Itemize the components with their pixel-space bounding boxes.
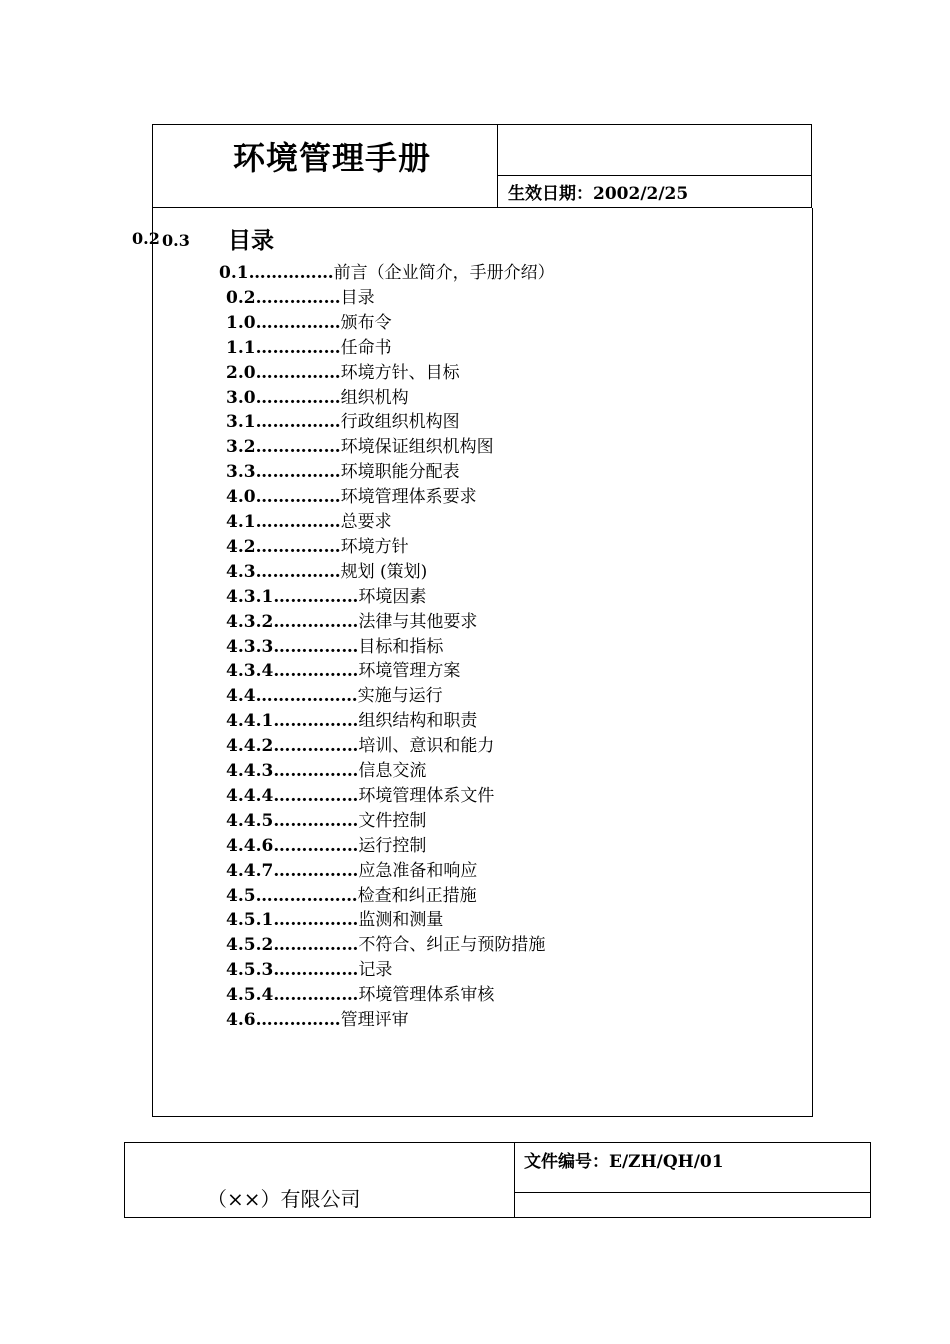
toc-entry-leader: …………… [255, 462, 341, 483]
toc-entry-leader: …………… [255, 412, 341, 433]
toc-entry-leader: ……………… [255, 885, 358, 906]
toc-entry[interactable] [226, 562, 427, 582]
toc-entry-leader: ……………… [255, 686, 358, 707]
toc-entry-leader: …………… [273, 910, 359, 931]
toc-entry-number: 0.2 [226, 287, 256, 308]
toc-entry-number: 4.4.4 [226, 785, 274, 806]
document-footer [124, 1142, 871, 1218]
toc-entry[interactable] [226, 985, 494, 1005]
toc-entry-title: 目标和指标 [358, 636, 444, 657]
toc-entry-title: 实施与运行 [357, 686, 443, 707]
toc-entry-leader: …………… [248, 263, 334, 283]
toc-entry-leader: …………… [255, 1010, 341, 1030]
toc-entry-title: 组织结构和职责 [358, 711, 478, 732]
toc-entry-number: 4.4.3 [226, 761, 274, 781]
toc-entry-number: 4.4.6 [226, 835, 274, 856]
toc-entry-leader: …………… [273, 860, 359, 881]
toc-entry-leader: …………… [273, 960, 359, 981]
toc-entry-title: 颁布令 [340, 312, 392, 333]
toc-entry-number: 4.4.7 [226, 860, 274, 881]
toc-entry-number: 4.3.2 [226, 611, 274, 632]
header-blank-cell [498, 125, 811, 176]
toc-entry[interactable] [226, 960, 392, 980]
toc-entry-title: 运行控制 [358, 835, 427, 856]
toc-entry-number: 4.4.2 [226, 736, 274, 757]
footer-docno-cell [515, 1143, 870, 1193]
toc-entry-title: 环境管理方案 [358, 661, 461, 682]
toc-entry-title: 环境管理体系要求 [340, 487, 477, 508]
toc-entry-number: 1.0 [226, 312, 256, 333]
toc-entry-number: 3.1 [226, 412, 256, 433]
toc-entry-number: 1.1 [226, 337, 256, 358]
toc-entry-leader: …………… [255, 337, 341, 358]
document-number: 文件编号：E/ZH/QH/01 [524, 1152, 724, 1172]
toc-entry-title: 法律与其他要求 [358, 611, 478, 632]
toc-entry-title: 行政组织机构图 [340, 412, 460, 433]
toc-entry-leader: …………… [255, 312, 341, 333]
toc-entry[interactable] [226, 711, 477, 731]
toc-entry-title: 任命书 [340, 337, 392, 358]
toc-entry[interactable] [226, 313, 392, 333]
toc-entry-number: 4.3.4 [226, 661, 274, 682]
toc-entry-leader: …………… [255, 487, 341, 508]
toc-entry-title: 监测和测量 [358, 910, 444, 931]
toc-entry-number: 4.4 [226, 686, 256, 707]
effective-date: 生效日期：2002/2/25 [508, 184, 689, 204]
toc-entry-leader: …………… [273, 761, 359, 781]
toc-entry[interactable] [226, 512, 392, 532]
toc-entry-title: 记录 [358, 960, 393, 981]
toc-entry-title: 信息交流 [358, 761, 427, 781]
toc-entry-title: 前言（企业简介，手册介绍） [333, 263, 555, 283]
document-header [152, 124, 812, 208]
toc-entry-number: 2.0 [226, 362, 256, 383]
toc-entry-leader: …………… [255, 536, 341, 557]
toc-entry-number: 4.1 [226, 512, 256, 532]
toc-entry-title: 管理评审 [340, 1010, 409, 1030]
toc-entry[interactable] [226, 612, 477, 632]
toc-entry-leader: …………… [273, 835, 359, 856]
toc-entry-number: 4.5.2 [226, 935, 274, 956]
toc-entry[interactable] [219, 263, 555, 283]
toc-entry[interactable] [226, 836, 426, 856]
toc-entry[interactable] [226, 811, 426, 831]
toc-entry-leader: …………… [273, 785, 359, 806]
document-title: 环境管理手册 [233, 139, 432, 177]
toc-entry[interactable] [226, 661, 460, 681]
toc-entry-title: 环境方针、目标 [340, 362, 460, 383]
toc-entry-leader: …………… [273, 636, 359, 657]
toc-entry-title: 文件控制 [358, 810, 427, 831]
toc-entry-number: 3.0 [226, 387, 256, 408]
toc-entry-leader: …………… [255, 437, 341, 458]
toc-entry-title: 环境管理体系审核 [358, 985, 495, 1006]
toc-entry-leader: …………… [273, 736, 359, 757]
toc-entry-number: 4.2 [226, 536, 256, 557]
toc-entry-number: 0.1 [219, 263, 249, 283]
company-name: （××）有限公司 [207, 1187, 361, 1211]
toc-entry-leader: …………… [255, 387, 341, 408]
toc-entry[interactable] [226, 587, 426, 607]
toc-entry[interactable] [226, 786, 494, 806]
toc-entry[interactable] [226, 761, 426, 781]
toc-entry-leader: …………… [255, 287, 341, 308]
toc-entry[interactable] [226, 910, 443, 930]
header-title-cell [153, 125, 498, 207]
toc-entry-leader: …………… [273, 661, 359, 682]
toc-entry-title: 环境方针 [340, 536, 409, 557]
toc-entry[interactable] [226, 437, 494, 457]
toc-entry-number: 4.3.1 [226, 586, 274, 607]
toc-entry-number: 4.3 [226, 561, 256, 582]
toc-entry-number: 4.4.5 [226, 810, 274, 831]
toc-entry-number: 4.5.3 [226, 960, 274, 981]
toc-entry-title: 环境保证组织机构图 [340, 437, 494, 458]
toc-entry-number: 4.5.1 [226, 910, 274, 931]
toc-entry-number: 3.3 [226, 462, 256, 483]
toc-entry-number: 4.4.1 [226, 711, 274, 732]
section-number: 0.3 [162, 231, 190, 250]
toc-entry-leader: …………… [255, 362, 341, 383]
toc-entry-leader: …………… [273, 810, 359, 831]
toc-entry-title: 环境职能分配表 [340, 462, 460, 483]
toc-heading: 目录 [228, 227, 274, 254]
toc-entry[interactable] [226, 462, 460, 482]
footer-company-cell [125, 1143, 515, 1217]
toc-entry[interactable] [226, 861, 477, 881]
toc-entry-title: 检查和纠正措施 [357, 885, 477, 906]
toc-entry[interactable] [226, 288, 375, 308]
toc-entry-number: 4.5 [226, 885, 256, 906]
toc-entry-title: 目录 [340, 287, 375, 308]
toc-entry[interactable] [226, 637, 443, 657]
toc-entry-leader: …………… [273, 586, 359, 607]
toc-entry-leader: …………… [273, 935, 359, 956]
toc-entry-title: 培训、意识和能力 [358, 736, 495, 757]
toc-entry[interactable] [226, 388, 409, 408]
toc-entry[interactable] [226, 686, 443, 706]
toc-entry-title: 环境因素 [358, 586, 427, 607]
toc-entry[interactable] [226, 537, 409, 557]
toc-entry-title: 应急准备和响应 [358, 860, 478, 881]
toc-entry-title: 规划 (策划) [340, 561, 428, 582]
toc-entry-number: 4.6 [226, 1010, 256, 1030]
toc-entry[interactable] [226, 412, 460, 432]
toc-entry[interactable] [226, 935, 545, 955]
toc-entry-number: 4.3.3 [226, 636, 274, 657]
toc-entry[interactable] [226, 736, 494, 756]
toc-entry-title: 总要求 [340, 512, 392, 532]
toc-entry-leader: …………… [273, 985, 359, 1006]
toc-entry-leader: …………… [255, 512, 341, 532]
section-number-prev: 0.2 [132, 229, 160, 248]
toc-entry-leader: …………… [255, 561, 341, 582]
toc-entry-number: 3.2 [226, 437, 256, 458]
toc-entry-title: 组织机构 [340, 387, 409, 408]
toc-entry[interactable] [226, 338, 392, 358]
toc-entry-leader: …………… [273, 611, 359, 632]
toc-entry-number: 4.5.4 [226, 985, 274, 1006]
toc-entry-number: 4.0 [226, 487, 256, 508]
toc-entry[interactable] [226, 363, 460, 383]
toc-entry-title: 环境管理体系文件 [358, 785, 495, 806]
toc-entry[interactable] [226, 1010, 409, 1030]
toc-entry-leader: …………… [273, 711, 359, 732]
toc-entry-title: 不符合、纠正与预防措施 [358, 935, 546, 956]
toc-entry[interactable] [226, 487, 477, 507]
toc-entry[interactable] [226, 886, 477, 906]
